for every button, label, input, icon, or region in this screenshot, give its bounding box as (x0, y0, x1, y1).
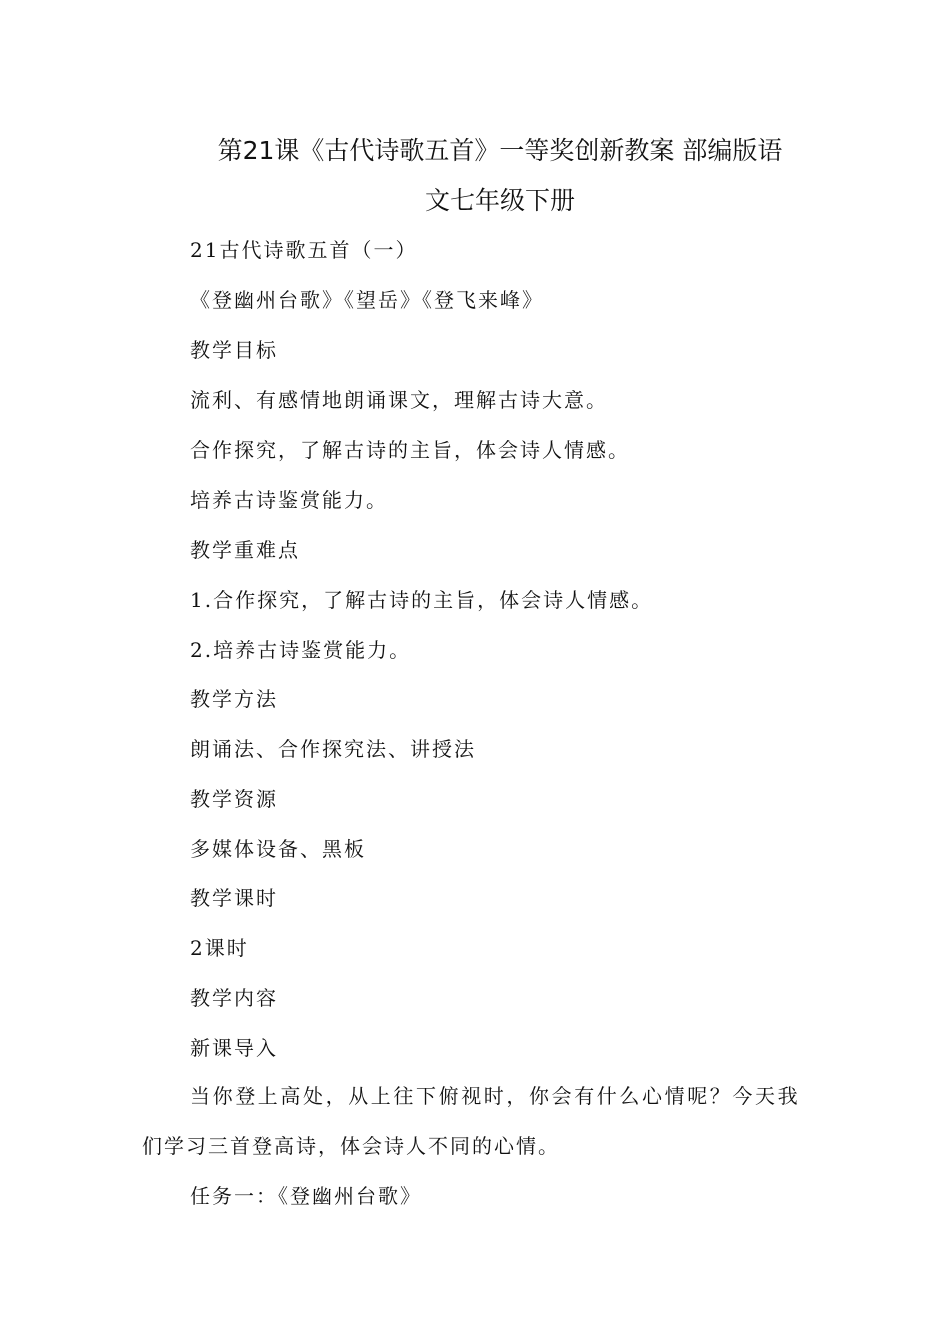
key-point-item: 2.培养古诗鉴赏能力。 (190, 638, 412, 662)
section-heading-resources: 教学资源 (190, 787, 278, 811)
document-title-line-1: 第21课《古代诗歌五首》一等奖创新教案 部编版语 (217, 136, 783, 165)
methods-text: 朗诵法、合作探究法、讲授法 (190, 737, 476, 761)
objective-item: 合作探究，了解古诗的主旨，体会诗人情感。 (190, 438, 630, 462)
objective-item: 培养古诗鉴赏能力。 (190, 488, 388, 512)
section-heading-content: 教学内容 (190, 986, 278, 1010)
intro-paragraph-line-1: 当你登上高处，从上往下俯视时，你会有什么心情呢？今天我 (190, 1084, 801, 1108)
periods-text: 2课时 (190, 936, 249, 960)
key-point-item: 1.合作探究，了解古诗的主旨，体会诗人情感。 (190, 588, 654, 612)
poem-titles: 《登幽州台歌》《望岳》《登飞来峰》 (190, 288, 544, 312)
intro-paragraph-line-2: 们学习三首登高诗，体会诗人不同的心情。 (142, 1134, 560, 1158)
section-heading-objectives: 教学目标 (190, 338, 278, 362)
task-one-heading: 任务一：《登幽州台歌》 (190, 1184, 422, 1208)
section-heading-methods: 教学方法 (190, 687, 278, 711)
objective-item: 流利、有感情地朗诵课文，理解古诗大意。 (190, 388, 608, 412)
resources-text: 多媒体设备、黑板 (190, 837, 366, 861)
section-heading-key-points: 教学重难点 (190, 538, 300, 562)
document-title-line-2: 文七年级下册 (424, 186, 575, 215)
section-heading-periods: 教学课时 (190, 886, 278, 910)
lesson-heading: 21古代诗歌五首（一） (190, 238, 418, 262)
section-heading-introduction: 新课导入 (190, 1036, 278, 1060)
